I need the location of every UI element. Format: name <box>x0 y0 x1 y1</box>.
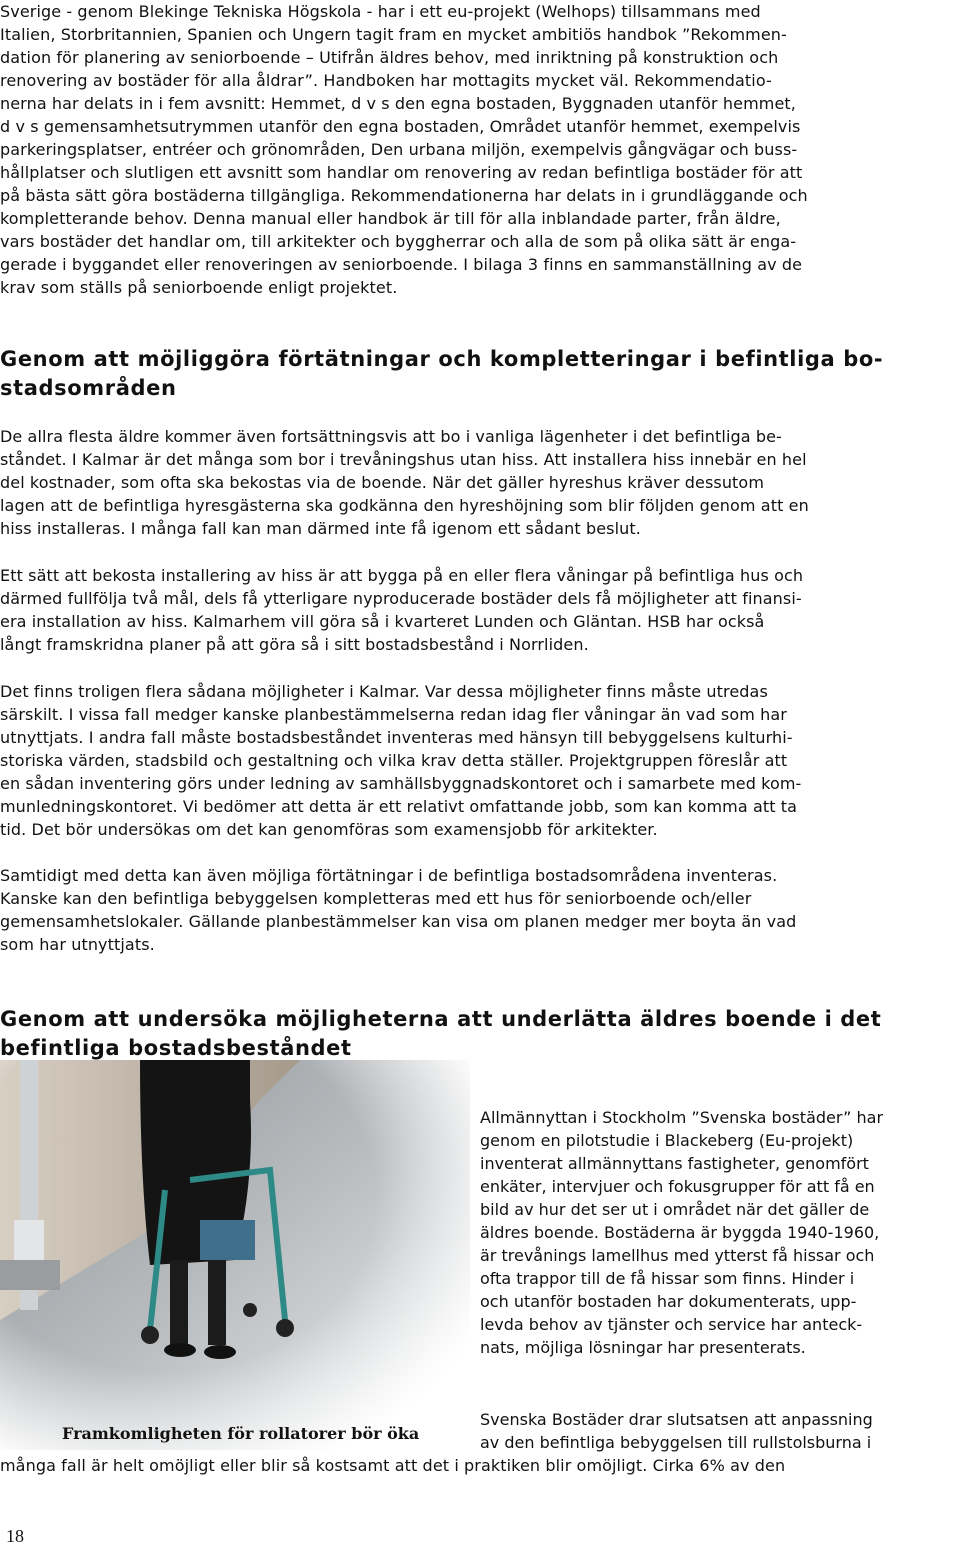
page-number: 18 <box>6 1526 24 1546</box>
text-line: därmed fullfölja två mål, dels få ytterligare nyproducerade bostäder dels få möjligheter att finansi- <box>0 589 802 608</box>
text-line: del kostnader, som ofta ska bekostas via de boende. När det gäller hyreshus kräver dessutom <box>0 473 765 492</box>
text-line: Allmännyttan i Stockholm ”Svenska bostäder” har <box>480 1108 884 1127</box>
text-line: Genom att möjliggöra förtätningar och kompletteringar i befintliga bo- <box>0 347 884 371</box>
text-line: ofta trappor till de få hissar som finns. Hinder i <box>480 1269 855 1288</box>
text-line: parkeringsplatser, entréer och grönområden, Den urbana miljön, exempelvis gångvägar och buss- <box>0 140 798 159</box>
text-line: d v s gemensamhetsutrymmen utanför den egna bostaden, Området utanför hemmet, exempelvis <box>0 117 801 136</box>
text-line: långt framskridna planer på att göra så i sitt bostadsbestånd i Norrliden. <box>0 635 589 654</box>
text-line: inventerat allmännyttans fastigheter, genomfört <box>480 1154 869 1173</box>
text-line: Genom att undersöka möjligheterna att underlätta äldres boende i det <box>0 1007 882 1031</box>
text-line: nats, möjliga lösningar har presenterats. <box>480 1338 806 1357</box>
text-line: dation för planering av seniorboende – Utifrån äldres behov, med inriktning på konstruktion och <box>0 48 779 67</box>
text-line: gerade i byggandet eller renoveringen av seniorboende. I bilaga 3 finns en sammanställning av de <box>0 255 803 274</box>
text-line: av den befintliga bebyggelsen till rullstolsburna i <box>480 1433 872 1452</box>
text-line: kompletterande behov. Denna manual eller handbok är till för alla inblandade parter, från äldre, <box>0 209 781 228</box>
text-line: De allra flesta äldre kommer även fortsättningsvis att bo i vanliga lägenheter i det befintliga be- <box>0 427 782 446</box>
text-line: Ett sätt att bekosta installering av hiss är att bygga på en eller flera våningar på befintliga hus och <box>0 566 804 585</box>
text-line: gemensamhetslokaler. Gällande planbestämmelser kan visa om planen medger mer boyta än vad <box>0 912 797 931</box>
text-line: Svenska Bostäder drar slutsatsen att anpassning <box>480 1410 873 1429</box>
text-line: Det finns troligen flera sådana möjligheter i Kalmar. Var dessa möjligheter finns måste utredas <box>0 682 768 701</box>
photo-caption: Framkomligheten för rollatorer bör öka <box>62 1424 420 1443</box>
text-line: enkäter, intervjuer och fokusgrupper för att få en <box>480 1177 875 1196</box>
text-line: hiss installeras. I många fall kan man därmed inte få igenom ett sådant beslut. <box>0 519 641 538</box>
text-line: bild av hur det ser ut i området när det gäller de <box>480 1200 870 1219</box>
continuation-text: många fall är helt omöjligt eller blir så kostsamt att det i praktiken blir omöjligt. Cirka 6% av den <box>0 1456 786 1475</box>
text-line: munledningskontoret. Vi bedömer att detta är ett relativt omfattande jobb, som kan komma att ta <box>0 797 798 816</box>
text-line: levda behov av tjänster och service har anteck- <box>480 1315 863 1334</box>
text-line: Samtidigt med detta kan även möjliga förtätningar i de befintliga bostadsområdena inventeras. <box>0 866 778 885</box>
paragraph-possibilities <box>0 680 801 841</box>
intro-paragraph <box>0 0 808 299</box>
text-line: renovering av bostäder för alla åldrar”. Handboken har mottagits mycket väl. Rekommendatio- <box>0 71 772 90</box>
text-line: särskilt. I vissa fall medger kanske planbestämmelserna redan idag fler våningar än vad som har <box>0 705 787 724</box>
text-line: lagen att de befintliga hyresgästerna ska godkänna den hyreshöjning som blir följden genom att en <box>0 496 809 515</box>
text-line: utnyttjats. I andra fall måste bostadsbeståndet inventeras med hänsyn till bebyggelsens kulturhi- <box>0 728 793 747</box>
paragraph-elevators <box>0 425 809 540</box>
text-line: krav som ställs på seniorboende enligt projektet. <box>0 278 398 297</box>
text-line: Kanske kan den befintliga bebyggelsen kompletteras med ett hus för seniorboende och/eller <box>0 889 752 908</box>
paragraph-extra-floors <box>0 564 803 656</box>
text-line: Sverige - genom Blekinge Tekniska Högskola - har i ett eu-projekt (Welhops) tillsammans med <box>0 2 761 21</box>
paragraph-inventory <box>0 864 796 956</box>
continuation-line <box>0 1454 785 1477</box>
text-line: äldres boende. Bostäderna är byggda 1940-1960, <box>480 1223 880 1242</box>
text-line: vars bostäder det handlar om, till arkitekter och byggherrar och alla de som på olika sätt är enga- <box>0 232 797 251</box>
text-line: hållplatser och slutligen ett avsnitt som handlar om renovering av redan befintliga bostäder för att <box>0 163 803 182</box>
text-line: som har utnyttjats. <box>0 935 155 954</box>
text-line: genom en pilotstudie i Blackeberg (Eu-projekt) <box>480 1131 854 1150</box>
text-line: är trevånings lamellhus med ytterst få hissar och <box>480 1246 875 1265</box>
text-line: Italien, Storbritannien, Spanien och Ungern tagit fram en mycket ambitiös handbok ”Rekommen- <box>0 25 787 44</box>
sidebar-paragraph-svenska-bostader <box>480 1106 883 1359</box>
text-line: befintliga bostadsbeståndet <box>0 1036 352 1060</box>
sidebar-paragraph-conclusion <box>480 1408 873 1454</box>
section-heading-existing-stock <box>0 1005 881 1063</box>
text-line: på bästa sätt göra bostäderna tillgängliga. Rekommendationerna har delats in i grundläggande och <box>0 186 808 205</box>
text-line: och utanför bostaden har dokumenterats, upp- <box>480 1292 857 1311</box>
text-line: en sådan inventering görs under ledning av samhällsbyggnadskontoret och i samarbete med kom- <box>0 774 802 793</box>
section-heading-densification <box>0 345 883 403</box>
text-line: tid. Det bör undersökas om det kan genomföras som examensjobb för arkitekter. <box>0 820 658 839</box>
text-line: nerna har delats in i fem avsnitt: Hemmet, d v s den egna bostaden, Byggnaden utanför hemmet, <box>0 94 796 113</box>
text-line: ståndet. I Kalmar är det många som bor i trevåningshus utan hiss. Att installera hiss innebär en hel <box>0 450 807 469</box>
photo-elderly-with-rollator <box>0 1060 470 1450</box>
text-line: storiska värden, stadsbild och gestaltning och vilka krav detta ställer. Projektgruppen föreslår att <box>0 751 788 770</box>
text-line: era installation av hiss. Kalmarhem vill göra så i kvarteret Lunden och Gläntan. HSB har också <box>0 612 765 631</box>
text-line: stadsområden <box>0 376 177 400</box>
photo-illustration <box>0 1060 470 1450</box>
